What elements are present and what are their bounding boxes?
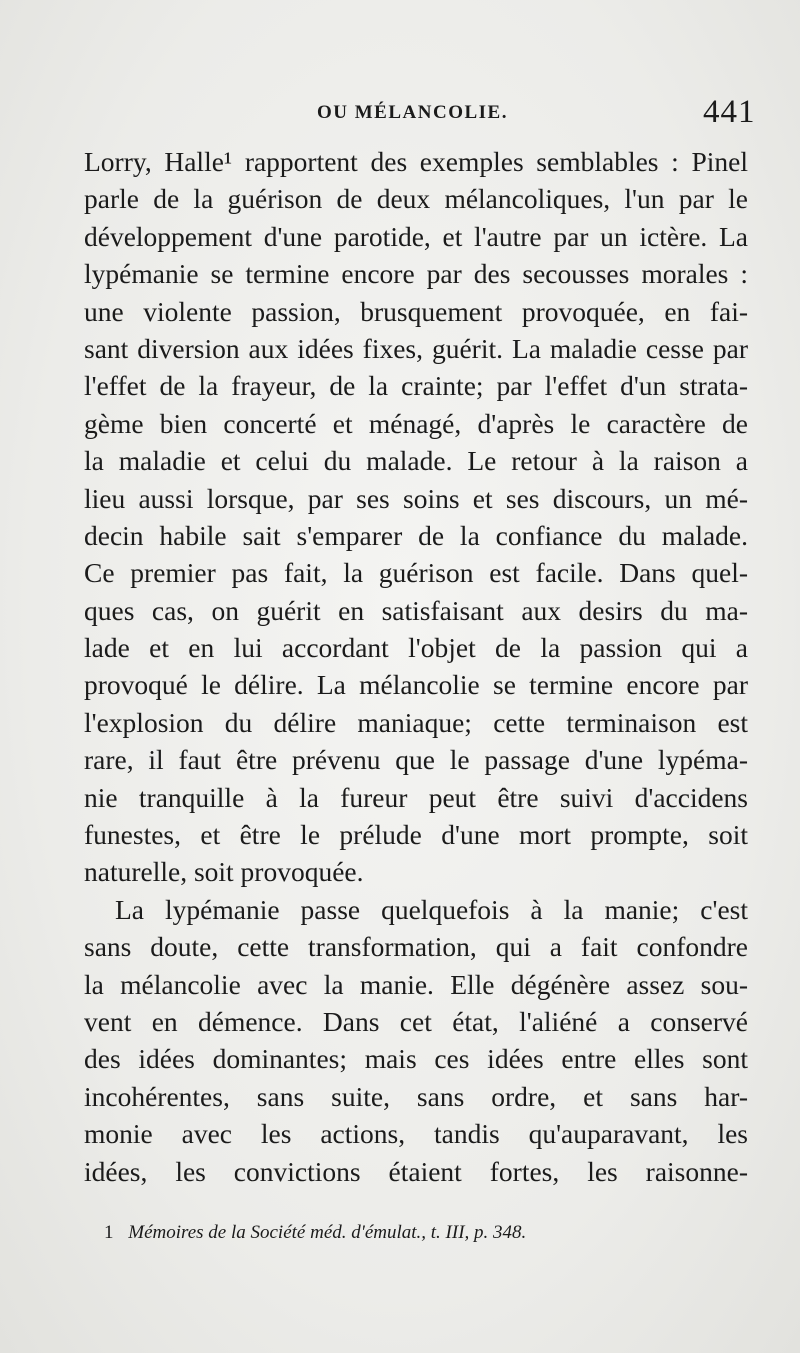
text-line: provoqué le délire. La mélancolie se termine encore par [84,669,748,701]
text-line: nie tranquille à la fureur peut être suivi d'accidens [84,781,748,813]
text-line: la maladie et celui du malade. Le retour à la raison a [84,445,748,477]
text-line: Ce premier pas fait, la guérison est facile. Dans quel- [84,557,748,589]
text-line: lade et en lui accordant l'objet de la passion qui a [84,632,748,664]
footnote [104,1222,526,1244]
text-line: l'explosion du délire maniaque; cette terminaison est [84,706,748,738]
text-line: lieu aussi lorsque, par ses soins et ses discours, un mé- [84,482,748,514]
text-line: ques cas, on guérit en satisfaisant aux desirs du ma- [84,594,748,626]
text-line: développement d'une parotide, et l'autre par un ictère. La [84,220,748,252]
text-line: funestes, et être le prélude d'une mort prompte, soit [84,819,748,851]
page-header [0,96,800,136]
text-line: idées, les convictions étaient fortes, les raisonne- [84,1155,748,1187]
footnote-marker: 1 [104,1222,114,1243]
text-line: une violente passion, brusquement provoquée, en fai- [84,295,748,327]
text-line: monie avec les actions, tandis qu'auparavant, les [84,1118,748,1150]
text-line: sant diversion aux idées fixes, guérit. La maladie cesse par [84,332,748,364]
running-title: OU MÉLANCOLIE. [317,102,508,123]
page-number: 441 [703,94,756,130]
text-line: rare, il faut être prévenu que le passage d'une lypéma- [84,744,748,776]
text-line: des idées dominantes; mais ces idées entre elles sont [84,1043,748,1075]
text-line: incohérentes, sans suite, sans ordre, et sans har- [84,1080,748,1112]
footnote-text: Mémoires de la Société méd. d'émulat., t. III, p. 348. [128,1222,527,1243]
text-line: Lorry, Halle¹ rapportent des exemples semblables : Pinel [84,146,748,177]
text-line: decin habile sait s'emparer de la confiance du malade. [84,519,748,551]
body-text [84,143,748,1190]
text-line: sans doute, cette transformation, qui a fait confondre [84,931,748,963]
text-line: parle de la guérison de deux mélancoliques, l'un par le [84,183,748,215]
text-line: gème bien concerté et ménagé, d'après le caractère de [84,407,748,439]
text-line: La lypémanie passe quelquefois à la manie; c'est [115,893,748,925]
text-line: la mélancolie avec la manie. Elle dégénère assez sou- [84,968,748,1000]
text-line: lypémanie se termine encore par des secousses morales : [84,258,748,290]
text-line: naturelle, soit provoquée. [84,856,364,888]
text-line: l'effet de la frayeur, de la crainte; par l'effet d'un strata- [84,370,748,402]
text-line: vent en démence. Dans cet état, l'aliéné a conservé [84,1005,748,1037]
